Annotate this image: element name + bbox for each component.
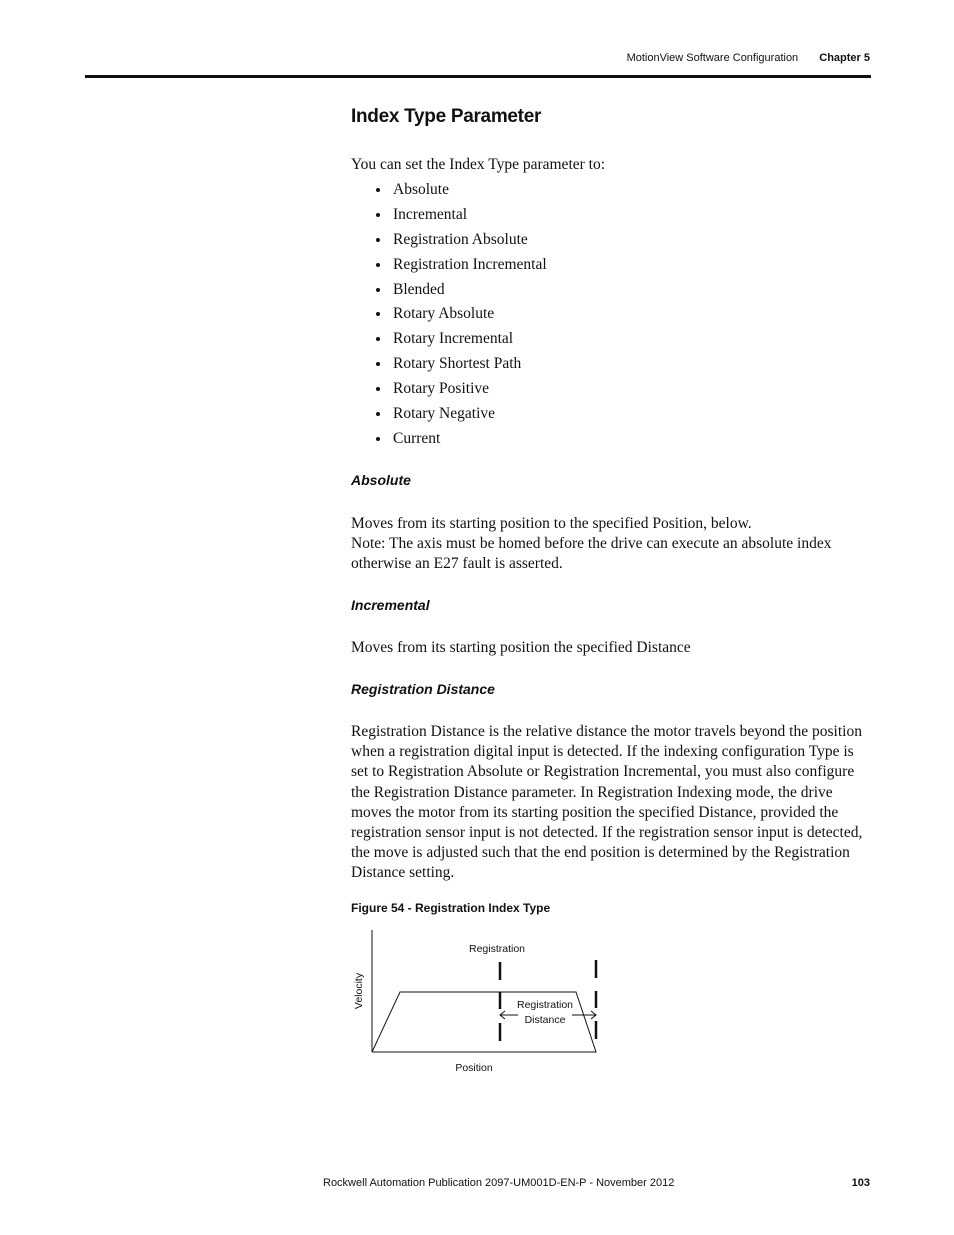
list-item: Blended xyxy=(370,280,547,305)
page-title: Index Type Parameter xyxy=(351,106,542,127)
x-axis-label: Position xyxy=(455,1062,493,1074)
list-item: Rotary Negative xyxy=(370,404,547,429)
running-header xyxy=(627,52,870,64)
absolute-heading: Absolute xyxy=(351,472,411,488)
index-type-list xyxy=(370,180,547,454)
y-axis-label: Velocity xyxy=(353,972,365,1010)
list-item: Rotary Incremental xyxy=(370,329,547,354)
list-item: Registration Incremental xyxy=(370,255,547,280)
incremental-text: Moves from its starting position the specified Distance xyxy=(351,639,691,656)
distance-label-line2: Distance xyxy=(524,1014,566,1026)
registration-distance-text: Registration Distance is the relative distance the motor travels beyond the position when a registration digital input is detected. If the indexing configuration Type is set to Registration Absolute or Registration Incremental, you must also configure the Registration Distance parameter. In Registration Indexing mode, the drive moves the motor from its starting position the specified Distance, provided the registration sensor input is not detected. If the registration sensor input is detected, the move is adjusted such that the end position is determined by the Registration Distance setting. xyxy=(351,723,863,882)
list-item: Rotary Absolute xyxy=(370,304,547,329)
incremental-heading: Incremental xyxy=(351,597,430,613)
footer-publication: Rockwell Automation Publication 2097-UM001D-EN-P - November 2012 xyxy=(323,1177,675,1189)
list-item: Absolute xyxy=(370,180,547,205)
intro-text: You can set the Index Type parameter to: xyxy=(351,156,606,173)
registration-distance-heading: Registration Distance xyxy=(351,681,495,697)
list-item: Registration Absolute xyxy=(370,230,547,255)
distance-label-line1: Registration xyxy=(516,999,574,1011)
header-rule xyxy=(85,75,871,78)
absolute-text: Moves from its starting position to the specified Position, below. xyxy=(351,515,752,532)
page-number: 103 xyxy=(851,1177,870,1189)
list-item: Rotary Positive xyxy=(370,379,547,404)
registration-index-diagram xyxy=(340,925,610,1080)
header-section-title: MotionView Software Configuration xyxy=(626,52,799,64)
list-item: Incremental xyxy=(370,205,547,230)
list-item: Current xyxy=(370,429,547,454)
figure-caption: Figure 54 - Registration Index Type xyxy=(351,901,551,915)
list-item: Rotary Shortest Path xyxy=(370,354,547,379)
absolute-note: Note: The axis must be homed before the drive can execute an absolute index otherwise an E27 fault is asserted. xyxy=(351,535,832,573)
registration-label: Registration xyxy=(468,943,526,955)
header-chapter: Chapter 5 xyxy=(819,52,870,64)
